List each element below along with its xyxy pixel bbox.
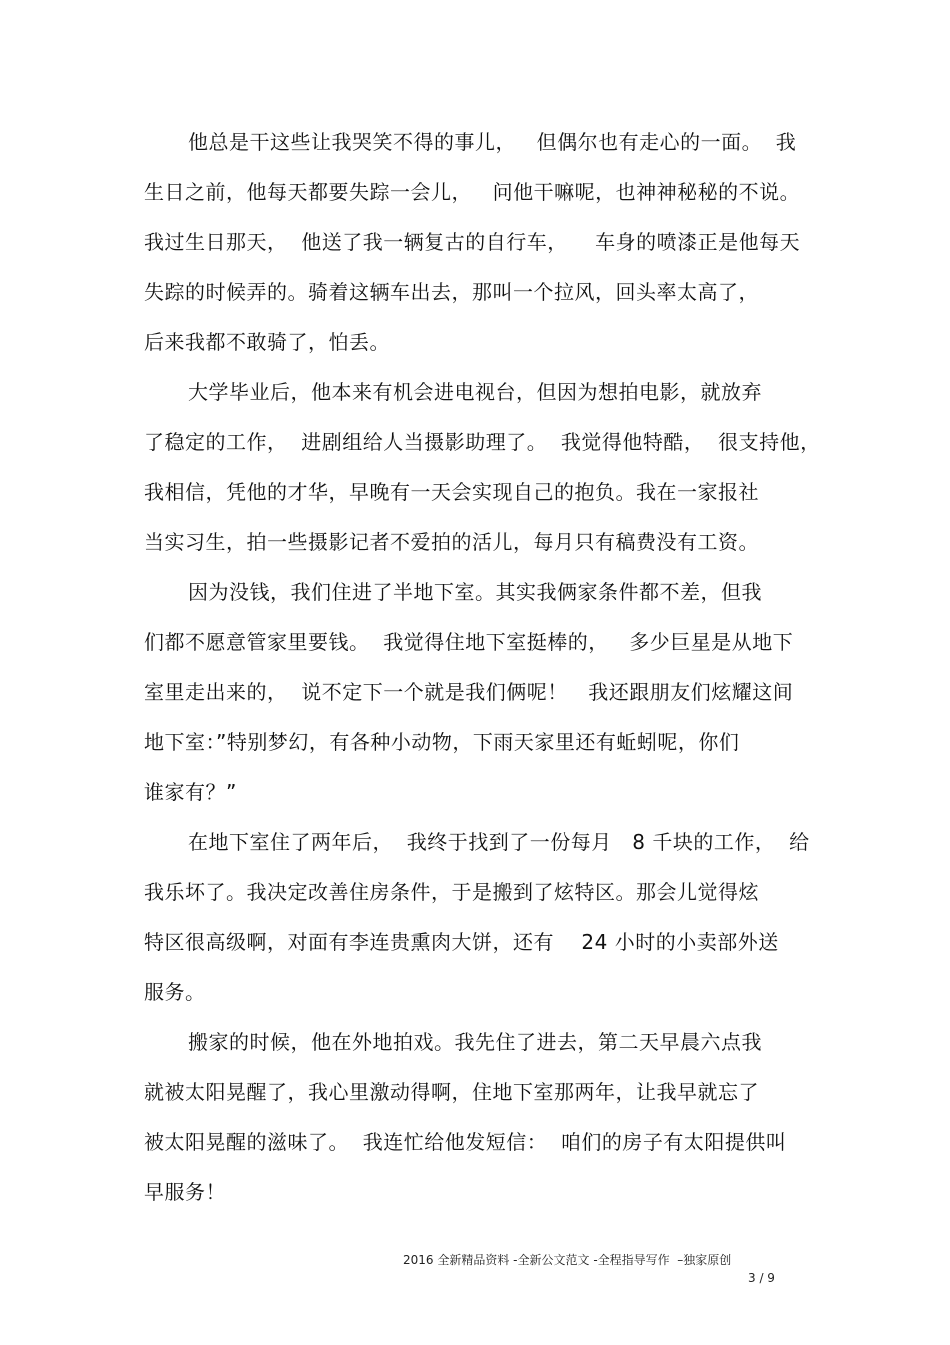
text-line: 我相信，凭他的才华，早晚有一天会实现自己的抱负。我在一家报社	[144, 480, 759, 504]
text-line: 就被太阳晃醒了，我心里激动得啊，住地下室那两年，让我早就忘了	[144, 1080, 759, 1104]
text-line: 后来我都不敢骑了，怕丢。	[144, 330, 390, 354]
text-line: 我乐坏了。我决定改善住房条件，于是搬到了炫特区。那会儿觉得炫	[144, 880, 759, 904]
text-line: 失踪的时候弄的。骑着这辆车出去，那叫一个拉风，回头率太高了，	[144, 280, 759, 304]
text-line: 当实习生，拍一些摄影记者不爱拍的活儿，每月只有稿费没有工资。	[144, 530, 759, 554]
text-line: 早服务！	[144, 1180, 226, 1204]
text-line: 我过生日那天， 他送了我一辆复古的自行车， 车身的喷漆正是他每天	[144, 230, 801, 254]
text-line: 地下室：”特别梦幻，有各种小动物，下雨天家里还有蚯蚓呢，你们	[144, 730, 740, 754]
footer-note-text: 2016 全新精品资料 -全新公文范文 -全程指导写作 –独家原创	[403, 1253, 732, 1267]
page-number-text: 3 / 9	[748, 1271, 775, 1285]
text-line: 生日之前，他每天都要失踪一会儿， 问他干嘛呢，也神神秘秘的不说。	[144, 180, 801, 204]
text-line: 在地下室住了两年后， 我终于找到了一份每月 8 千块的工作， 给	[188, 830, 810, 854]
text-line: 搬家的时候，他在外地拍戏。我先住了进去，第二天早晨六点我	[188, 1030, 762, 1054]
text-line: 被太阳晃醒的滋味了。 我连忙给他发短信： 咱们的房子有太阳提供叫	[144, 1130, 787, 1154]
page-number	[0, 1254, 950, 1302]
text-line: 室里走出来的， 说不定下一个就是我们俩呢！ 我还跟朋友们炫耀这间	[144, 680, 794, 704]
text-line: 因为没钱，我们住进了半地下室。其实我俩家条件都不差，但我	[188, 580, 762, 604]
text-line: 特区很高级啊，对面有李连贵熏肉大饼，还有 24 小时的小卖部外送	[144, 930, 779, 954]
text-line: 们都不愿意管家里要钱。 我觉得住地下室挺棒的， 多少巨星是从地下	[144, 630, 794, 654]
text-line: 了稳定的工作， 进剧组给人当摄影助理了。 我觉得他特酷， 很支持他，	[144, 430, 821, 454]
text-line: 他总是干这些让我哭笑不得的事儿， 但偶尔也有走心的一面。 我	[188, 130, 797, 154]
text-line: 谁家有？”	[144, 780, 237, 804]
text-line: 服务。	[144, 980, 206, 1004]
text-line: 大学毕业后，他本来有机会进电视台，但因为想拍电影，就放弃	[188, 380, 762, 404]
